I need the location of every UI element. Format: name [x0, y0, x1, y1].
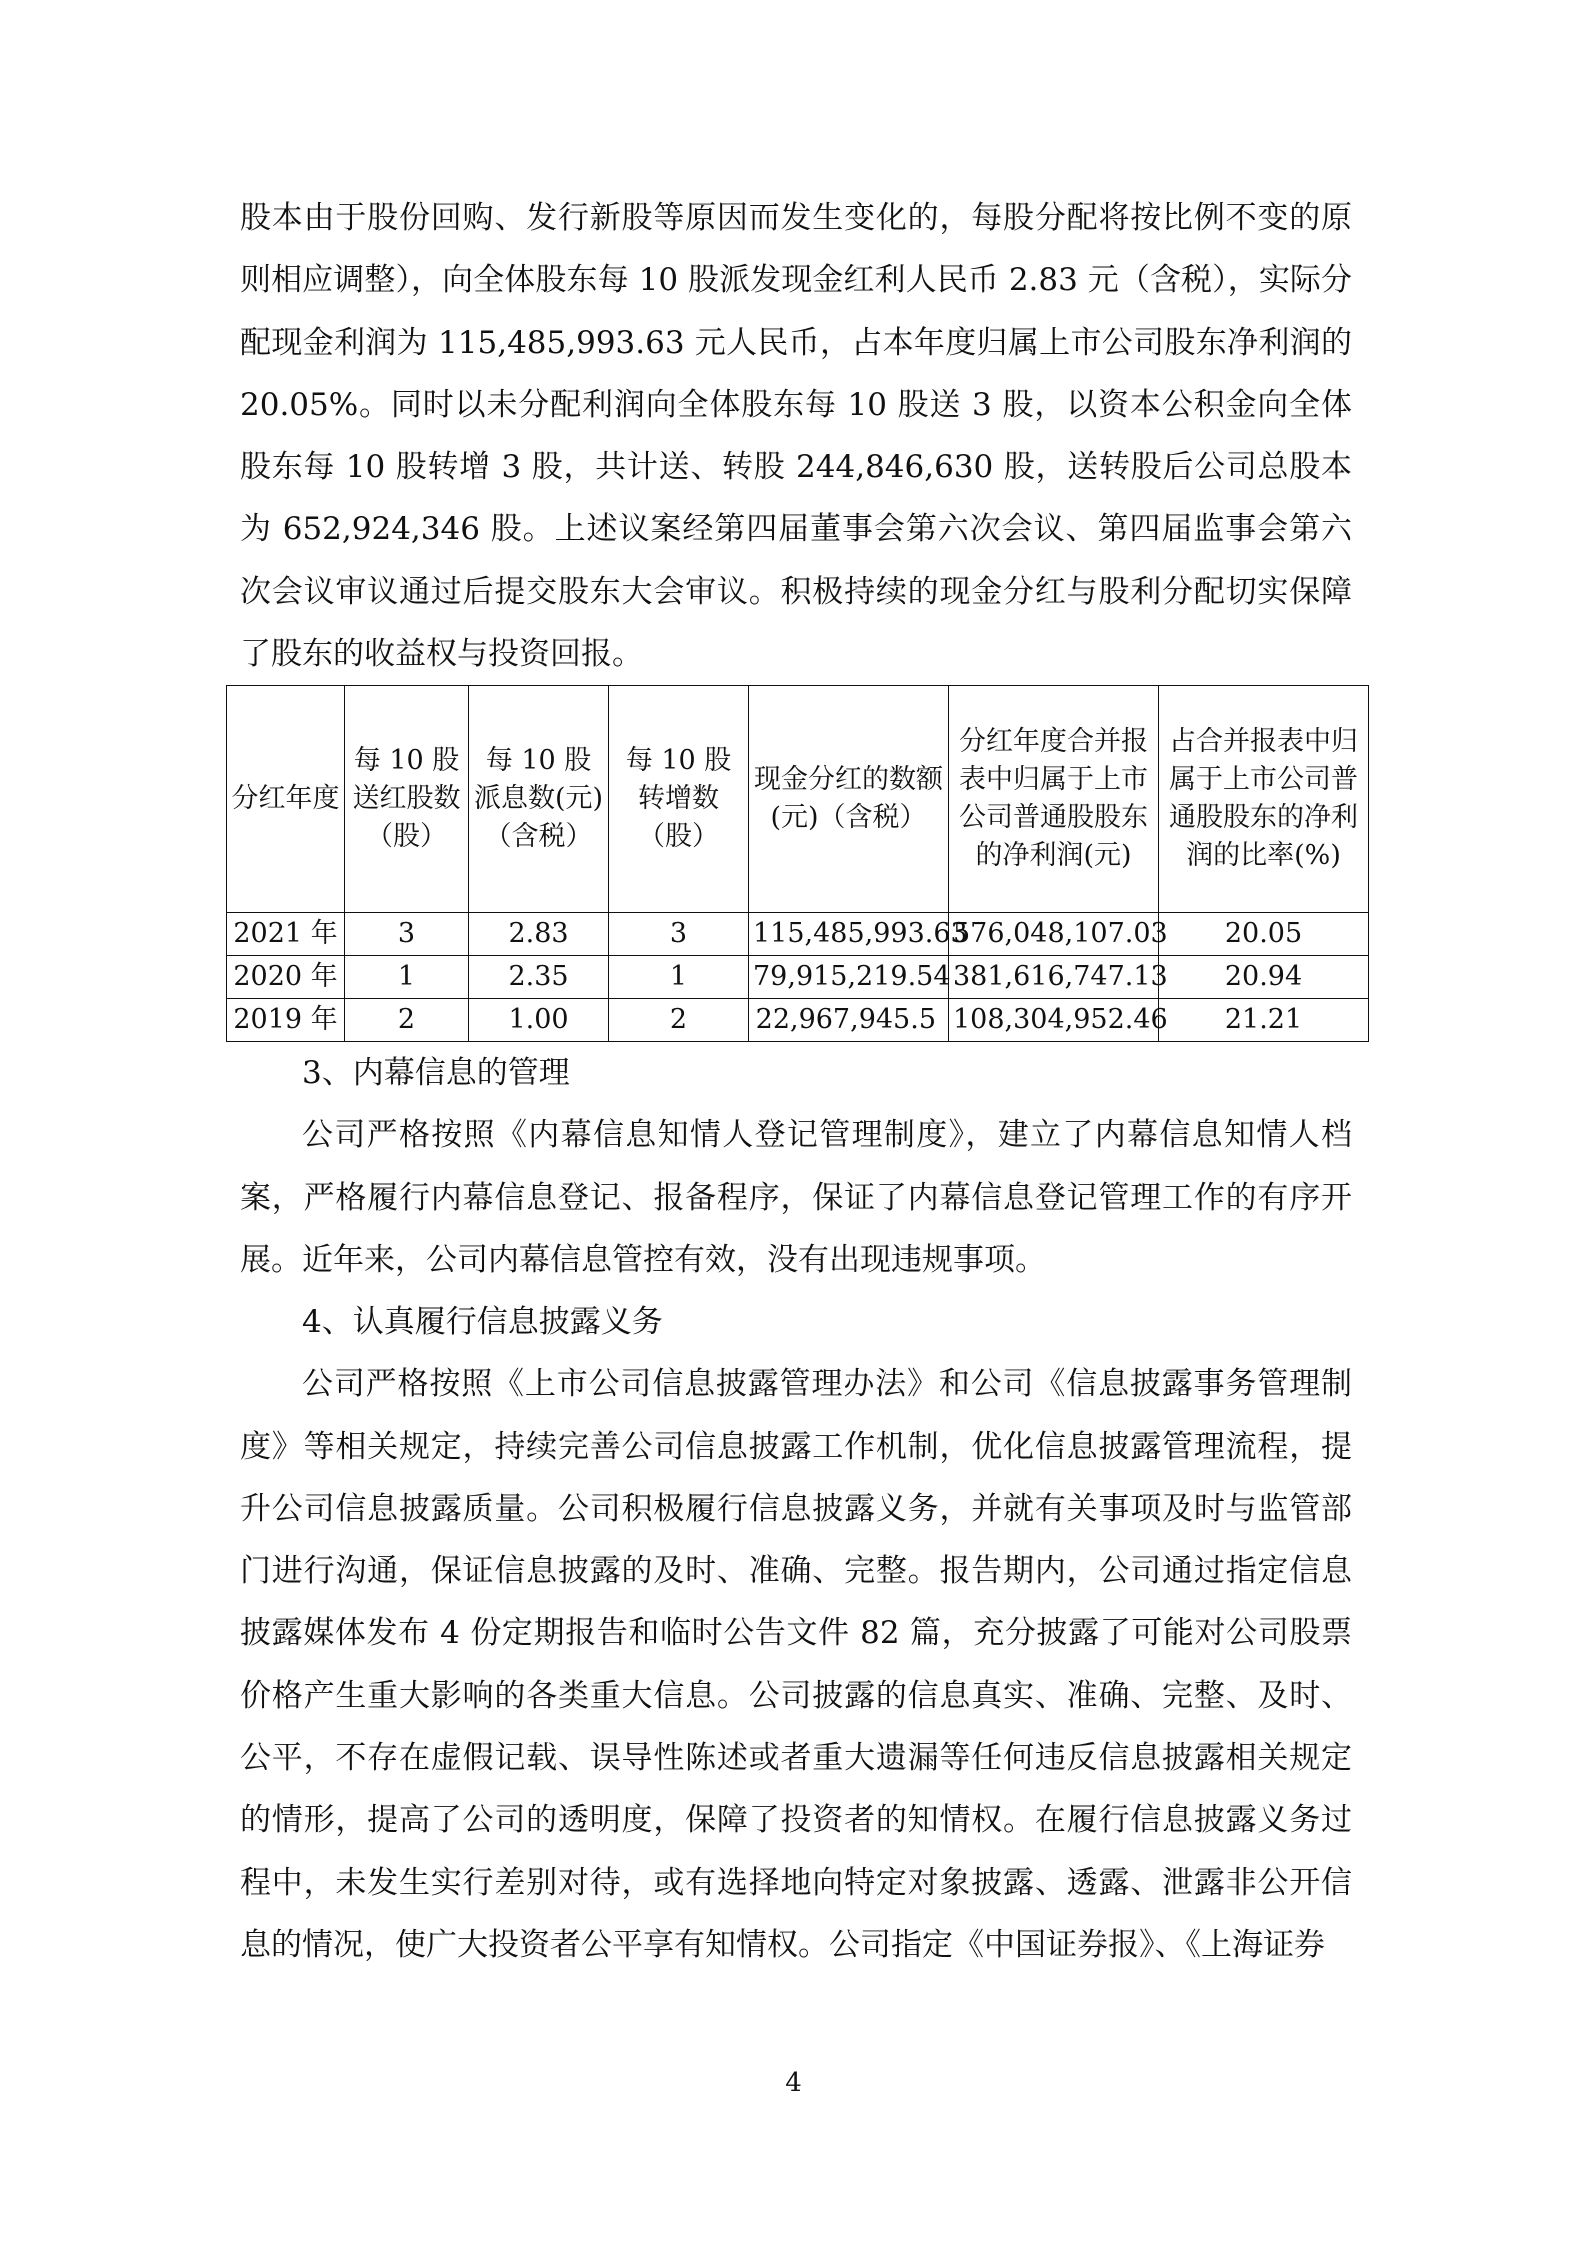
section3-heading: 3、内幕信息的管理 [302, 1055, 570, 1092]
dividend-table [226, 685, 1369, 1042]
table-cell: 1.00 [469, 999, 609, 1042]
table-cell: 1 [609, 956, 749, 999]
table-cell: 22,967,945.5 [749, 999, 949, 1042]
table-row [227, 913, 1369, 956]
section4-heading: 4、认真履行信息披露义务 [302, 1304, 663, 1341]
section3-body: 公司严格按照《内幕信息知情人登记管理制度》，建立了内幕信息知情人档案，严格履行内幕信息登记、报备程序，保证了内幕信息登记管理工作的有序开展。近年来，公司内幕信息管控有效，没有出现违规事项。 [240, 1117, 1352, 1278]
table-cell: 115,485,993.63 [749, 913, 949, 956]
table-cell: 20.94 [1159, 956, 1369, 999]
table-cell: 21.21 [1159, 999, 1369, 1042]
table-cell: 2.83 [469, 913, 609, 956]
section4-body: 公司严格按照《上市公司信息披露管理办法》和公司《信息披露事务管理制度》等相关规定，持续完善公司信息披露工作机制，优化信息披露管理流程，提升公司信息披露质量。公司积极履行信息披露义务，并就有关事项及时与监管部门进行沟通，保证信息披露的及时、准确、完整。报告期内，公司通过指定信息披露媒体发布 4 份定期报告和临时公告文件 82 篇，充分披露了可能对公司股票价格产生重大影响的各类重大信息。公司披露的信息真实、准确、完整、及时、公平，不存在虚假记载、误导性陈述或者重大遗漏等任何违反信息披露相关规定的情形，提高了公司的透明度，保障了投资者的知情权。在履行信息披露义务过程中，未发生实行差别对待，或有选择地向特定对象披露、透露、泄露非公开信息的情况，使广大投资者公平享有知情权。公司指定《中国证券报》、《上海证券 [240, 1366, 1352, 1963]
table-cell: 79,915,219.54 [749, 956, 949, 999]
table-row [227, 956, 1369, 999]
header-cell: 每 10 股转增数（股） [609, 686, 749, 913]
table-cell: 2021 年 [227, 913, 345, 956]
page-number: 4 [785, 2068, 802, 2098]
intro-paragraph: 股本由于股份回购、发行新股等原因而发生变化的，每股分配将按比例不变的原则相应调整），向全体股东每 10 股派发现金红利人民币 2.83 元（含税），实际分配现金利润为 115,485,993.63 元人民币，占本年度归属上市公司股东净利润的 20.05%。同时以未分配利润向全体股东每 10 股送 3 股，以资本公积金向全体股东每 10 股转增 3 股，共计送、转股 244,846,630 股，送转股后公司总股本为 652,924,346 股。上述议案经第四届董事会第六次会议、第四届监事会第六次会议审议通过后提交股东大会审议。积极持续的现金分红与股利分配切实保障了股东的收益权与投资回报。 [240, 200, 1352, 673]
table-cell: 2020 年 [227, 956, 345, 999]
table-cell: 2019 年 [227, 999, 345, 1042]
table-cell: 2 [609, 999, 749, 1042]
table-cell: 3 [609, 913, 749, 956]
header-cell: 现金分红的数额(元)（含税） [749, 686, 949, 913]
table-cell: 381,616,747.13 [949, 956, 1159, 999]
table-cell: 20.05 [1159, 913, 1369, 956]
page-content [231, 187, 1358, 1976]
table-cell: 576,048,107.03 [949, 913, 1159, 956]
header-cell: 每 10 股派息数(元)（含税） [469, 686, 609, 913]
header-cell: 分红年度 [227, 686, 345, 913]
table-cell: 2 [345, 999, 469, 1042]
table-header-row [227, 686, 1369, 913]
table-cell: 1 [345, 956, 469, 999]
table-row [227, 999, 1369, 1042]
header-cell: 占合并报表中归属于上市公司普通股股东的净利润的比率(%) [1159, 686, 1369, 913]
table-cell: 3 [345, 913, 469, 956]
table-cell: 2.35 [469, 956, 609, 999]
table-cell: 108,304,952.46 [949, 999, 1159, 1042]
header-cell: 每 10 股送红股数（股） [345, 686, 469, 913]
header-cell: 分红年度合并报表中归属于上市公司普通股股东的净利润(元) [949, 686, 1159, 913]
